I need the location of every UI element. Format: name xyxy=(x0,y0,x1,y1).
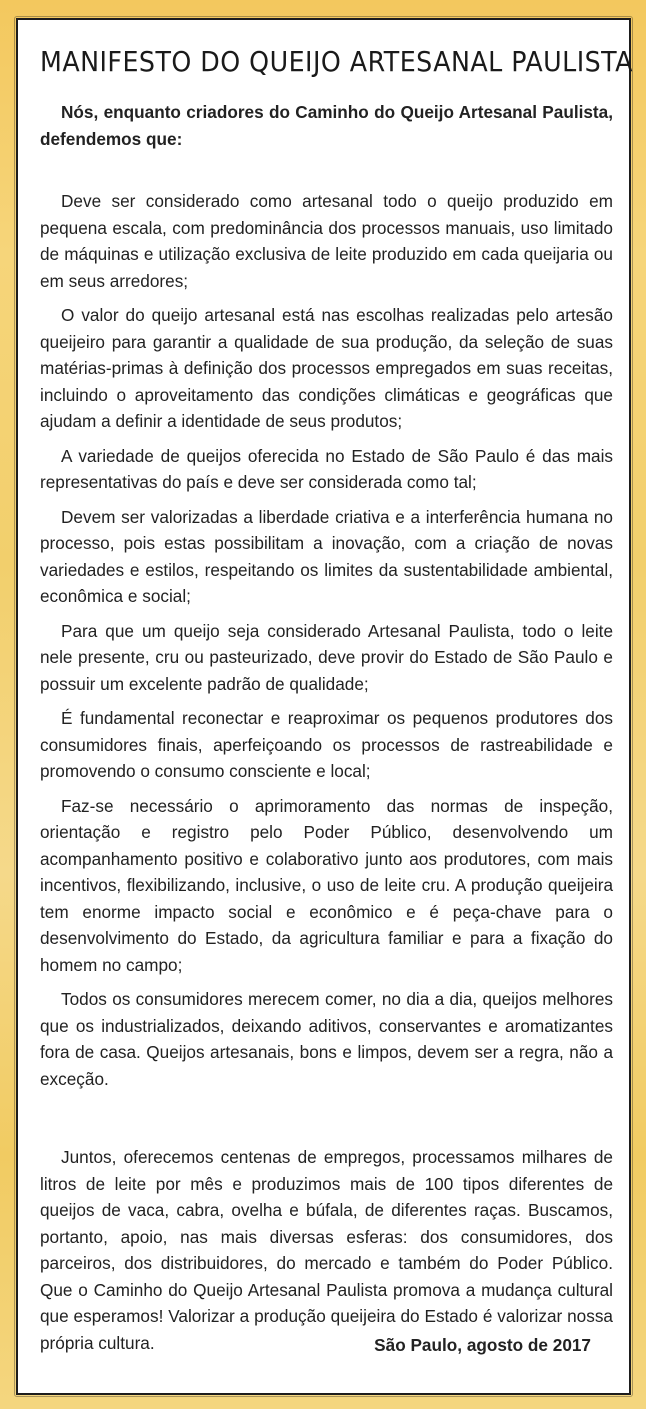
principle-paragraph: Faz-se necessário o aprimoramento das normas de inspeção, orientação e registro pelo Poder Público, desenvolvendo um acompanhamento positivo e colaborativo junto aos produtores, com mais incentivos, flexibilizando, inclusive, o uso de leite cru. A produção queijeira tem enorme impacto social e econômico e é peça-chave para o desenvolvimento do Estado, da agricultura familiar e para a fixação do homem no campo; xyxy=(40,795,613,975)
spacer xyxy=(40,160,613,188)
manifesto-card xyxy=(16,18,631,1395)
principle-paragraph: Devem ser valorizadas a liberdade criativa e a interferência humana no processo, pois estas possibilitam a inovação, com a criação de novas variedades e estilos, respeitando os limites da sustentabilidade ambiental, econômica e social; xyxy=(40,506,613,606)
principle-paragraph: Todos os consumidores merecem comer, no dia a dia, queijos melhores que os industrializados, deixando aditivos, conservantes e aromatizantes fora de casa. Queijos artesanais, bons e limpos, devem ser a regra, não a exceção. xyxy=(40,989,613,1089)
spacer xyxy=(40,1100,613,1144)
principle-paragraph: Deve ser considerado como artesanal todo o queijo produzido em pequena escala, com predominância dos processos manuais, uso limitado de máquinas e utilização exclusiva de leite produzido em cada queijaria ou em seus arredores; xyxy=(40,191,613,291)
principle-paragraph: É fundamental reconectar e reaproximar os pequenos produtores dos consumidores finais, aperfeiçoando os processos de rastreabilidade e promovendo o consumo consciente e local; xyxy=(40,708,613,781)
page-title: MANIFESTO DO QUEIJO ARTESANAL PAULISTA xyxy=(40,45,633,78)
manifesto-body xyxy=(40,99,613,1364)
intro-paragraph: Nós, enquanto criadores do Caminho do Queijo Artesanal Paulista, defendemos que: xyxy=(40,102,613,149)
signature-date: São Paulo, agosto de 2017 xyxy=(374,1335,591,1355)
principle-paragraph: A variedade de queijos oferecida no Estado de São Paulo é das mais representativas do país e deve ser considerada como tal; xyxy=(40,445,613,492)
principle-paragraph: Para que um queijo seja considerado Artesanal Paulista, todo o leite nele presente, cru ou pasteurizado, deve provir do Estado de São Paulo e possuir um excelente padrão de qualidade; xyxy=(40,620,613,694)
closing-paragraph: Juntos, oferecemos centenas de empregos, processamos milhares de litros de leite por mês e produzimos mais de 100 tipos diferentes de queijos de vaca, cabra, ovelha e búfala, de diferentes raças. Buscamos, portanto, apoio, nas mais diversas esferas: dos consumidores, dos parceiros, dos distribuidores, do mercado e também do Poder Público. Que o Caminho do Queijo Artesanal Paulista promova a mudança cultural que esperamos! Valorizar a produção queijeira do Estado é valorizar nossa própria cultura. xyxy=(40,1147,613,1353)
principle-paragraph: O valor do queijo artesanal está nas escolhas realizadas pelo artesão queijeiro para garantir a qualidade de sua produção, da seleção de suas matérias-primas à definição dos processos empregados em suas receitas, incluindo o aproveitamento das condições climáticas e geográficas que ajudam a definir a identidade de seus produtos; xyxy=(40,305,613,431)
